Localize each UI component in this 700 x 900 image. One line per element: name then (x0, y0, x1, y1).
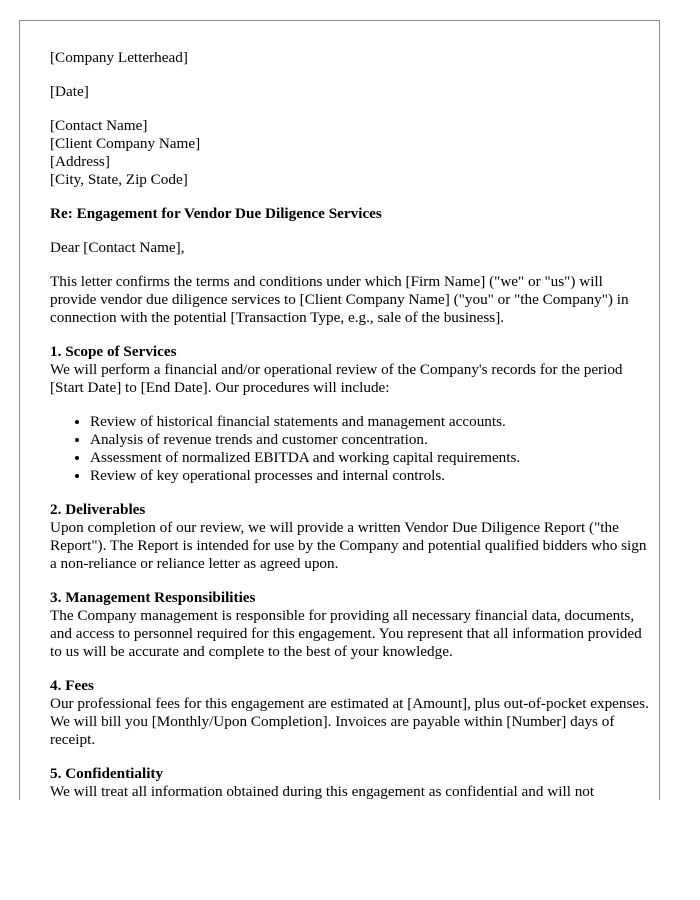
recipient-company: [Client Company Name] (50, 135, 201, 152)
list-item: • Review of historical financial statements and management accounts. (90, 413, 650, 431)
subject-line: Re: Engagement for Vendor Due Diligence Services (50, 205, 382, 222)
intro-paragraph: This letter confirms the terms and conditions under which [Firm Name] ("we" or "us") will provide vendor due diligence services to [Client Company Name] ("you" or "the Company") in connection with the potential [Transaction Type, e.g., sale of the business]. (50, 273, 629, 326)
list-item: • Assessment of normalized EBITDA and working capital requirements. (90, 449, 650, 467)
section-heading: 5. Confidentiality (50, 765, 164, 782)
section-heading: 4. Fees (50, 677, 94, 694)
letter-date: [Date] (50, 83, 89, 100)
section-deliverables (50, 501, 650, 573)
section-heading: 3. Management Responsibilities (50, 589, 256, 606)
list-item: • Analysis of revenue trends and customer concentration. (90, 431, 650, 449)
letter-page (19, 20, 660, 800)
letter-content (50, 49, 650, 800)
section-body: The Company management is responsible for providing all necessary financial data, documents, and access to personnel required for this engagement. You represent that all information provided to us will be accurate and complete to the best of your knowledge. (50, 607, 642, 660)
recipient-address (50, 117, 650, 189)
recipient-street: [Address] (50, 153, 110, 170)
section-fees (50, 677, 650, 749)
section-body: We will treat all information obtained during this engagement as confidential and will not (50, 783, 595, 800)
scope-list (50, 413, 650, 485)
letterhead: [Company Letterhead] (50, 49, 188, 66)
section-body: We will perform a financial and/or operational review of the Company's records for the period [Start Date] to [End Date]. Our procedures will include: (50, 361, 623, 396)
recipient-contact-name: [Contact Name] (50, 117, 148, 134)
section-heading: 2. Deliverables (50, 501, 146, 518)
section-body: Upon completion of our review, we will provide a written Vendor Due Diligence Report ("the Report"). The Report is intended for use by the Company and potential qualified bidders who sign a non-reliance or reliance letter as agreed upon. (50, 519, 647, 572)
list-item: • Review of key operational processes and internal controls. (90, 467, 650, 485)
section-confidentiality (50, 765, 650, 800)
salutation: Dear [Contact Name], (50, 239, 185, 256)
section-heading: 1. Scope of Services (50, 343, 177, 360)
section-scope (50, 343, 650, 397)
section-management-responsibilities (50, 589, 650, 661)
recipient-city-state-zip: [City, State, Zip Code] (50, 171, 188, 188)
section-body: Our professional fees for this engagement are estimated at [Amount], plus out-of-pocket expenses. We will bill you [Monthly/Upon Completion]. Invoices are payable within [Number] days of receipt. (50, 695, 649, 748)
